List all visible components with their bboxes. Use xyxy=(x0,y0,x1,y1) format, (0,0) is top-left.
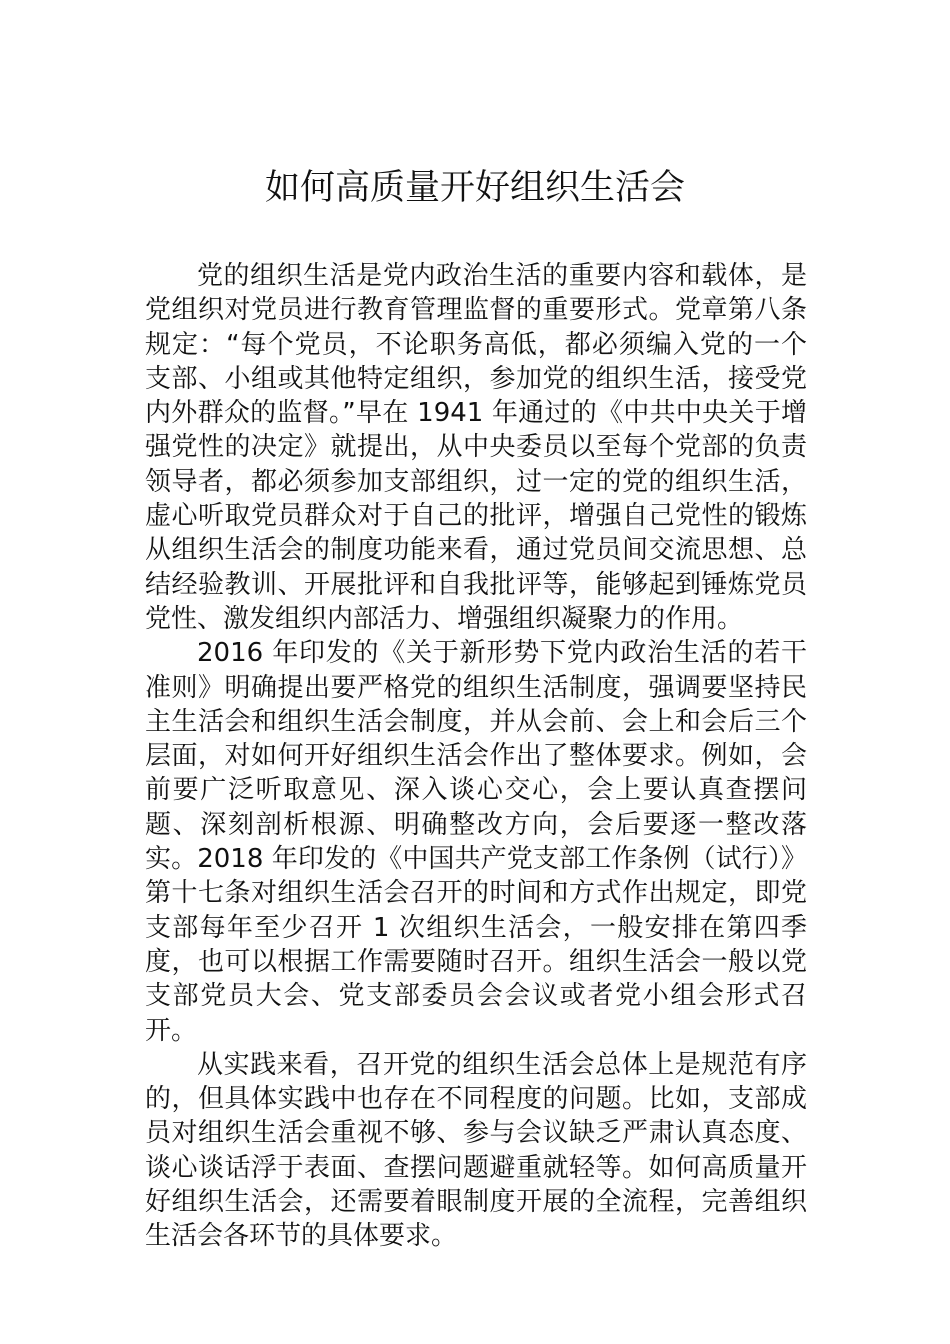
paragraph-3: 从实践来看，召开党的组织生活会总体上是规范有序的，但具体实践中也存在不同程度的问题。比如，支部成员对组织生活会重视不够、参与会议缺乏严肃认真态度、谈心谈话浮于表面、查摆问题避重就轻等。如何高质量开好组织生活会，还需要着眼制度开展的全流程，完善组织生活会各环节的具体要求。 xyxy=(145,1049,807,1252)
paragraph-1: 党的组织生活是党内政治生活的重要内容和载体，是党组织对党员进行教育管理监督的重要形式。党章第八条规定：“每个党员，不论职务高低，都必须编入党的一个支部、小组或其他特定组织，参加党的组织生活，接受党内外群众的监督。”早在 1941 年通过的《中共中央关于增强党性的决定》就提出，从中央委员以至每个党部的负责领导者，都必须参加支部组织，过一定的党的组织生活，虚心听取党员群众对于自己的批评，增强自己党性的锻炼从组织生活会的制度功能来看，通过党员间交流思想、总结经验教训、开展批评和自我批评等，能够起到锤炼党员党性、激发组织内部活力、增强组织凝聚力的作用。 xyxy=(145,261,807,634)
paragraph-2: 2016 年印发的《关于新形势下党内政治生活的若干准则》明确提出要严格党的组织生活制度，强调要坚持民主生活会和组织生活会制度，并从会前、会上和会后三个层面，对如何开好组织生活会作出了整体要求。例如，会前要广泛听取意见、深入谈心交心，会上要认真查摆问题、深刻剖析根源、明确整改方向，会后要逐一整改落实。2018 年印发的《中国共产党支部工作条例（试行）》第十七条对组织生活会召开的时间和方式作出规定，即党支部每年至少召开 1 次组织生活会，一般安排在第四季度，也可以根据工作需要随时召开。组织生活会一般以党支部党员大会、党支部委员会会议或者党小组会形式召开。 xyxy=(145,638,807,1046)
document-title: 如何高质量开好组织生活会 xyxy=(264,168,685,208)
document-body xyxy=(145,259,807,1254)
